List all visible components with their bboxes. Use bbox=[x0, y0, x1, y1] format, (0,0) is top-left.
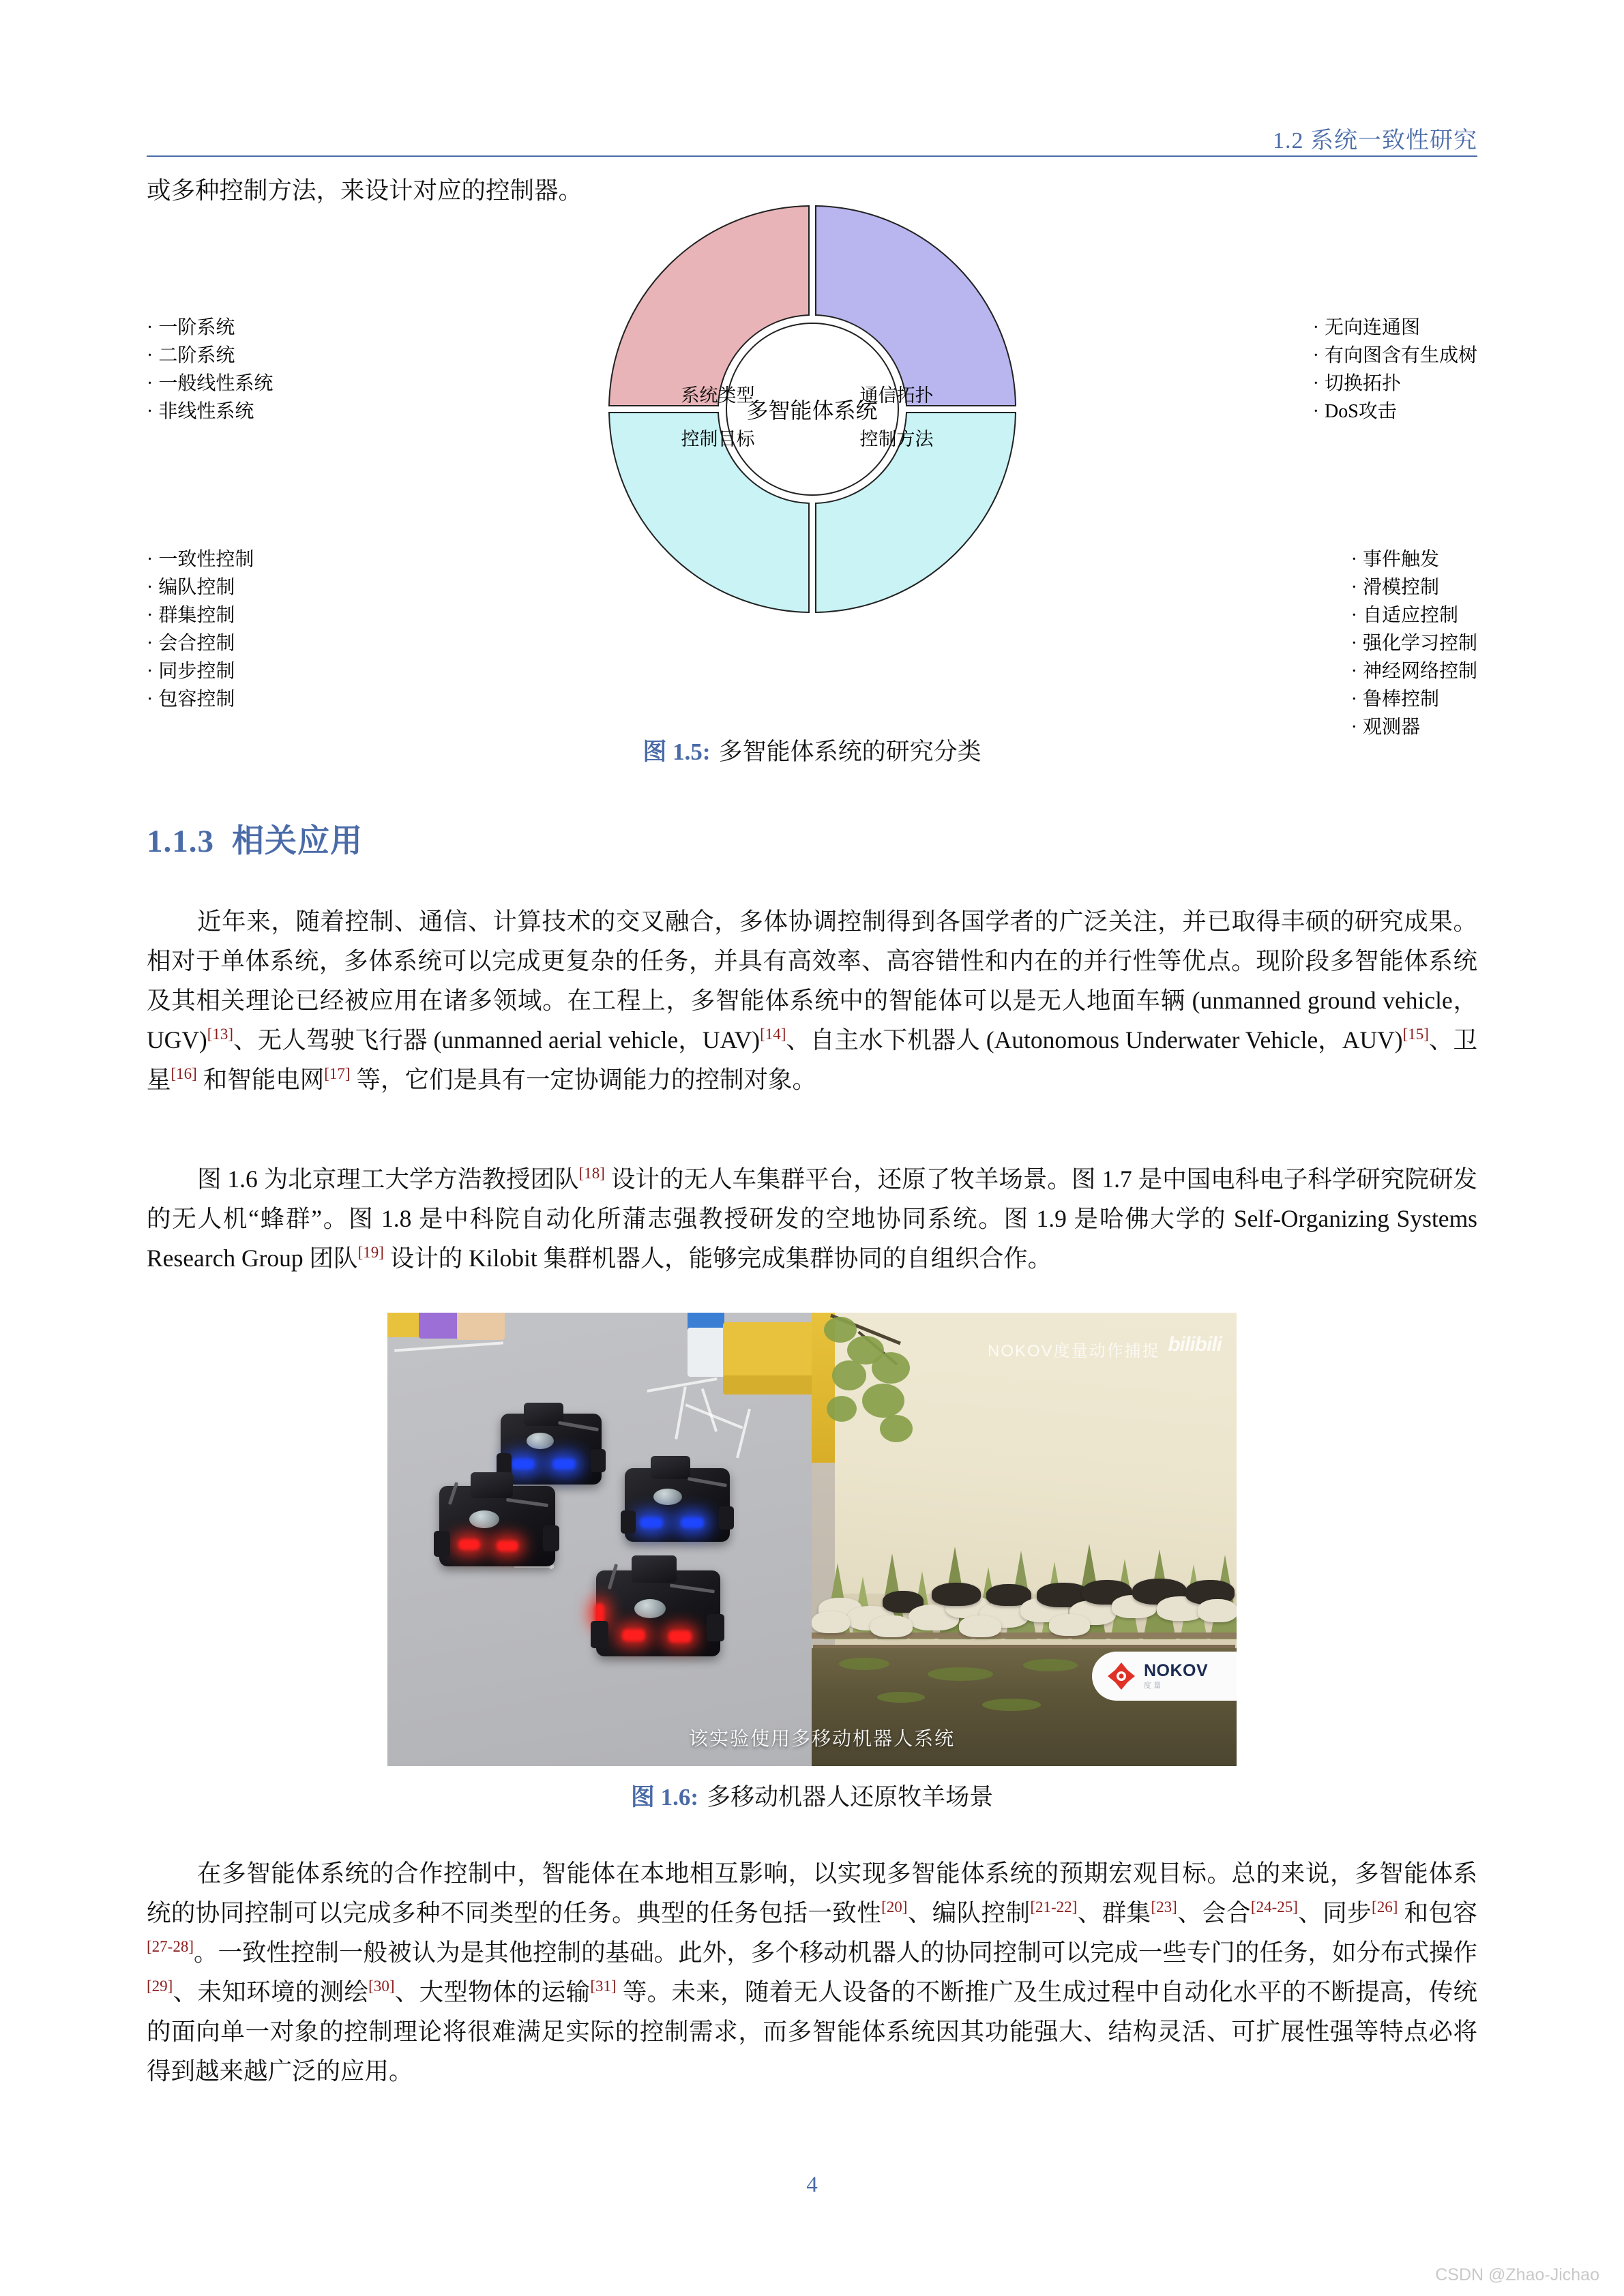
grass-tuft bbox=[982, 1699, 1041, 1711]
bullet-item: 二阶系统 bbox=[158, 345, 235, 366]
citation-27-28: [27-28] bbox=[147, 1938, 194, 1956]
section-title: 相关应用 bbox=[232, 824, 363, 859]
foam-mat bbox=[387, 1313, 422, 1337]
para-text: 等，它们是具有一定协调能力的控制对象。 bbox=[350, 1066, 816, 1093]
running-header-text: 1.2 系统一致性研究 bbox=[1273, 128, 1477, 153]
foam-mat bbox=[723, 1375, 812, 1395]
robot-sensor-disc bbox=[634, 1599, 666, 1618]
csdn-watermark: CSDN @Zhao-Jichao bbox=[1435, 2265, 1599, 2284]
nokov-badge-sub: 度量 bbox=[1144, 1681, 1163, 1690]
robot-turret bbox=[524, 1403, 563, 1426]
para-text: 、群集 bbox=[1077, 1899, 1151, 1926]
para-text: 、未知环境的测绘 bbox=[173, 1978, 369, 2006]
sheep bbox=[932, 1583, 981, 1606]
bullet-item: 切换拓扑 bbox=[1324, 373, 1401, 394]
robot-sensor-disc bbox=[469, 1510, 499, 1528]
citation-31: [31] bbox=[590, 1978, 617, 1995]
paragraph-3 bbox=[147, 1853, 1477, 2091]
para-text: 近年来，随着控制、通信、计算技术的交叉融合，多体协调控制得到各国学者的广泛关注，并已取得丰硕的研究成果。相对于单体系统，多体系统可以完成更复杂的任务，并具有高效率、高容错性和内在的并行性等优点。现阶段多智能体系统及其相关理论已经被应用在诸多领域。在工程上，多智能体系统中的智能体可以是无人地面车辆 (unmanned ground vehicle，UGV) bbox=[147, 908, 1477, 1054]
bullet-item: 观测器 bbox=[1362, 717, 1420, 738]
leaf-clump bbox=[880, 1415, 913, 1442]
robot-led bbox=[458, 1539, 480, 1550]
para-text: 。一致性控制一般被认为是其他控制的基础。此外，多个移动机器人的协同控制可以完成一些专门的任务，如分布式操作 bbox=[193, 1939, 1477, 1966]
section-number: 1.1.3 bbox=[147, 824, 214, 859]
figure-1-5-caption-text: 多智能体系统的研究分类 bbox=[718, 739, 981, 765]
bullet-item: 神经网络控制 bbox=[1362, 661, 1477, 682]
left-photo-subtitle-fragment: 该实验使用多 bbox=[688, 1729, 812, 1750]
robot-led bbox=[622, 1629, 645, 1641]
para-text: 、同步 bbox=[1297, 1899, 1372, 1926]
figure-1-5-caption bbox=[147, 733, 1477, 767]
running-header bbox=[147, 121, 1477, 155]
robot-sensor-disc bbox=[653, 1489, 682, 1505]
bullet-item: 包容控制 bbox=[158, 689, 235, 710]
para-text: 图 1.6 为北京理工大学方浩教授团队 bbox=[197, 1165, 579, 1193]
citation-17: [17] bbox=[324, 1065, 351, 1083]
para-text: 等。未来，随着无人设备的不断推广及生成过程中自动化水平的不断提高，传统的面向单一对象的控制理论将很难满足实际的控制需求，而多智能体系统因其功能强大、结构灵活、可扩展性强等特点必将得到越来越广泛的应用。 bbox=[147, 1978, 1477, 2085]
bullets-system-type: · 一阶系统 · 二阶系统 · 一般线性系统 · 非线性系统 bbox=[147, 317, 274, 422]
robot bbox=[439, 1486, 555, 1566]
para-text: 、会合 bbox=[1177, 1899, 1251, 1926]
robot bbox=[596, 1570, 720, 1656]
citation-30: [30] bbox=[368, 1978, 395, 1995]
bullets-topology: · 无向连通图 · 有向图含有生成树 · 切换拓扑 · DoS攻击 bbox=[1312, 317, 1477, 422]
bullet-item: 一致性控制 bbox=[158, 549, 254, 570]
donut-hub-label: 多智能体系统 bbox=[746, 398, 878, 423]
figure-1-6 bbox=[387, 1313, 1237, 1766]
citation-15: [15] bbox=[1402, 1026, 1429, 1043]
bullet-item: 群集控制 bbox=[158, 605, 235, 626]
sheep bbox=[870, 1615, 913, 1637]
robot-wheel bbox=[434, 1531, 450, 1557]
bullets-method: · 事件触发 · 滑模控制 · 自适应控制 · 强化学习控制 · 神经网络控制 · 鲁棒控制 · 观测器 bbox=[1350, 549, 1477, 738]
figure-1-5-caption-label: 图 1.5: bbox=[643, 739, 711, 765]
robot-led bbox=[640, 1517, 663, 1528]
citation-29: [29] bbox=[147, 1978, 173, 1995]
donut-label-objective: 控制目标 bbox=[681, 429, 755, 449]
robot-turret bbox=[651, 1456, 690, 1479]
foam-mat bbox=[419, 1313, 460, 1339]
robot-led bbox=[512, 1459, 535, 1470]
nokov-badge bbox=[1092, 1652, 1237, 1701]
nokov-badge-text: NOKOV bbox=[1144, 1660, 1209, 1680]
sheep bbox=[959, 1615, 1001, 1637]
grass-tuft bbox=[877, 1692, 925, 1703]
para-text: 和包容 bbox=[1398, 1899, 1477, 1926]
robot-wheel bbox=[591, 1449, 606, 1472]
sheep-herd-photo bbox=[812, 1313, 1237, 1766]
para-text: 和智能电网 bbox=[196, 1066, 325, 1093]
bullet-item: 鲁棒控制 bbox=[1362, 689, 1439, 710]
grass-tuft bbox=[839, 1658, 889, 1670]
robot-body bbox=[625, 1468, 730, 1542]
leaf-clump bbox=[872, 1352, 910, 1384]
bullet-item: 一阶系统 bbox=[158, 317, 235, 338]
bullet-item: 非线性系统 bbox=[158, 401, 254, 422]
robot-turret bbox=[632, 1555, 677, 1583]
figure-1-5 bbox=[147, 198, 1477, 736]
sheep bbox=[812, 1611, 850, 1633]
para-text: 设计的 Kilobit 集群机器人，能够完成集群协同的自组织合作。 bbox=[383, 1244, 1052, 1272]
para-text: 、编队控制 bbox=[907, 1899, 1031, 1926]
foam-mat bbox=[723, 1322, 812, 1382]
foam-mat bbox=[457, 1313, 505, 1340]
bullet-item: 滑模控制 bbox=[1362, 577, 1439, 598]
bullets-objective: · 一致性控制 · 编队控制 · 群集控制 · 会合控制 · 同步控制 · 包容控制 bbox=[147, 549, 254, 710]
citation-19: [19] bbox=[357, 1244, 384, 1262]
bullet-item: 强化学习控制 bbox=[1362, 633, 1477, 654]
robot-wheel bbox=[707, 1614, 724, 1641]
donut-diagram bbox=[601, 198, 1024, 621]
intro-paragraph: 或多种控制方法，来设计对应的控制器。 bbox=[147, 177, 583, 204]
page-number: 4 bbox=[806, 2173, 818, 2197]
section-heading bbox=[147, 816, 363, 861]
leaf-clump bbox=[824, 1317, 857, 1343]
bullet-item: 编队控制 bbox=[158, 577, 235, 598]
citation-16: [16] bbox=[171, 1065, 197, 1083]
citation-14: [14] bbox=[760, 1026, 786, 1043]
robot-wheel bbox=[621, 1510, 636, 1534]
robot-led bbox=[681, 1517, 704, 1528]
grass-tuft bbox=[1023, 1659, 1078, 1671]
para-text: 、卫星 bbox=[147, 1026, 1477, 1093]
leaf-clump bbox=[862, 1384, 904, 1418]
robot-wheel bbox=[719, 1506, 734, 1530]
leaf-clump bbox=[832, 1360, 866, 1390]
donut-label-system-type: 系统类型 bbox=[681, 385, 755, 406]
figure-1-6-caption bbox=[147, 1778, 1477, 1813]
robot-sensor-disc bbox=[527, 1433, 554, 1449]
robot bbox=[501, 1414, 602, 1485]
bullet-item: 会合控制 bbox=[158, 633, 235, 654]
citation-24-25: [24-25] bbox=[1250, 1898, 1298, 1916]
robot bbox=[625, 1468, 730, 1542]
robot-led bbox=[497, 1540, 518, 1551]
paragraph-2 bbox=[147, 1159, 1477, 1278]
paragraph-1 bbox=[147, 901, 1477, 1099]
bilibili-logo: bilibili bbox=[1168, 1333, 1222, 1356]
grass-tuft bbox=[928, 1667, 993, 1681]
citation-20: [20] bbox=[881, 1898, 908, 1916]
para-text: 设计的无人车集群平台，还原了牧羊场景。图 1.7 是中国电科电子科学研究院研发的无人机“蜂群”。图 1.8 是中科院自动化所蒲志强教授研发的空地协同系统。图 1.9 是哈佛大学的 Self-Organizing Systems Research Group 团队 bbox=[147, 1165, 1477, 1272]
citation-18: [18] bbox=[578, 1165, 605, 1182]
citation-13: [13] bbox=[207, 1026, 234, 1043]
para-text: 、无人驾驶飞行器 (unmanned aerial vehicle，UAV) bbox=[233, 1026, 761, 1054]
bullet-item: 无向连通图 bbox=[1324, 317, 1420, 338]
sheep bbox=[1198, 1599, 1237, 1622]
nokov-watermark: NOKOV度量动作捕捉 bbox=[988, 1342, 1160, 1360]
citation-21-22: [21-22] bbox=[1030, 1898, 1078, 1916]
robot-wheel bbox=[591, 1621, 608, 1648]
sheep bbox=[1049, 1614, 1090, 1636]
figure-1-6-caption-label: 图 1.6: bbox=[630, 1784, 699, 1810]
donut-label-topology: 通信拓扑 bbox=[859, 385, 934, 406]
foam-mat bbox=[688, 1328, 727, 1377]
robot-wheel bbox=[543, 1525, 559, 1551]
robot-cluster-photo bbox=[387, 1313, 812, 1766]
para-text: 、大型物体的运输 bbox=[394, 1978, 591, 2006]
header-rule bbox=[147, 155, 1477, 157]
bullet-item: 一般线性系统 bbox=[158, 373, 274, 394]
robot-led bbox=[552, 1459, 576, 1470]
robot-led bbox=[668, 1630, 692, 1643]
bullet-item: 同步控制 bbox=[158, 661, 235, 682]
leaf-clump bbox=[827, 1396, 857, 1422]
citation-26: [26] bbox=[1372, 1898, 1398, 1916]
para-text: 在多智能体系统的合作控制中，智能体在本地相互影响，以实现多智能体系统的预期宏观目标。总的来说，多智能体系统的协同控制可以完成多种不同类型的任务。典型的任务包括一致性 bbox=[147, 1860, 1477, 1926]
citation-23: [23] bbox=[1151, 1898, 1177, 1916]
right-photo-subtitle-fragment: 移动机器人系统 bbox=[812, 1729, 956, 1750]
bullet-item: 自适应控制 bbox=[1362, 605, 1458, 626]
bullet-item: 事件触发 bbox=[1362, 549, 1439, 570]
robot-turret bbox=[471, 1472, 513, 1498]
figure-1-6-caption-text: 多移动机器人还原牧羊场景 bbox=[707, 1784, 994, 1810]
nokov-star-icon bbox=[1107, 1662, 1136, 1690]
para-text: 、自主水下机器人 (Autonomous Underwater Vehicle，AUV) bbox=[786, 1026, 1403, 1054]
bullet-item: 有向图含有生成树 bbox=[1324, 345, 1477, 366]
donut-label-method: 控制方法 bbox=[859, 429, 934, 449]
bullet-item: DoS攻击 bbox=[1324, 401, 1397, 422]
